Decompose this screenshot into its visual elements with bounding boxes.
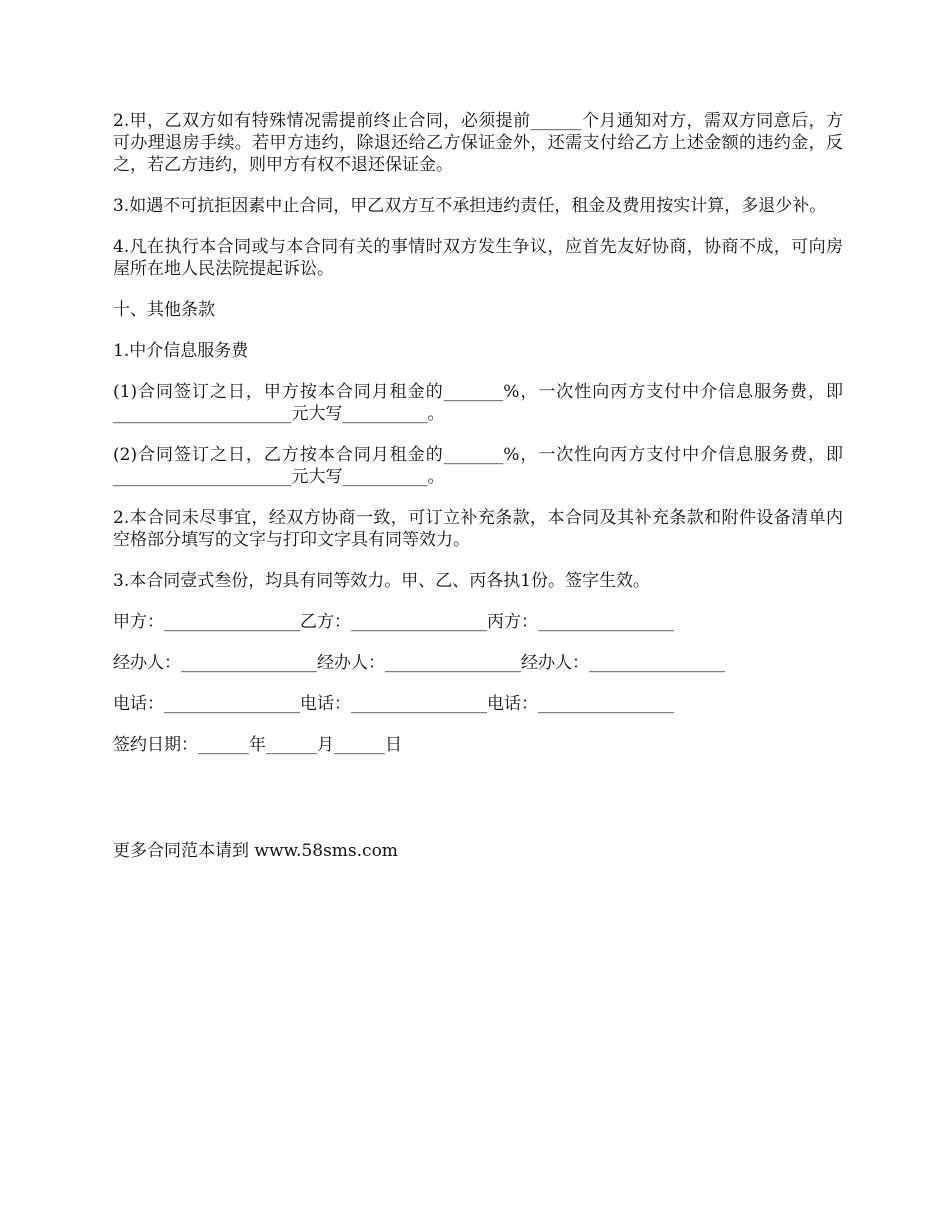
clause-early-termination: 2.甲，乙双方如有特殊情况需提前终止合同，必须提前______个月通知对方，需双方同意后，方可办理退房手续。若甲方违约，除退还给乙方保证金外，还需支付给乙方上述金额的违约金，反之，若乙方违约，则甲方有权不退还保证金。 [113, 111, 843, 175]
document-body [113, 110, 843, 775]
clause-dispute: 4.凡在执行本合同或与本合同有关的事情时双方发生争议，应首先友好协商，协商不成，可向房屋所在地人民法院提起诉讼。 [113, 237, 843, 279]
signature-parties: 甲方：________________乙方：________________丙方：________________ [113, 612, 674, 632]
subheading-agency-fee: 1.中介信息服务费 [113, 341, 249, 361]
clause-fee-party-a: (1)合同签订之日，甲方按本合同月租金的_______%，一次性向丙方支付中介信息服务费，即_____________________元大写__________。 [113, 382, 843, 424]
clause-copies: 3.本合同壹式叁份，均具有同等效力。甲、乙、丙各执1份。签字生效。 [113, 571, 651, 591]
signature-phones: 电话：________________电话：________________电话：________________ [113, 694, 674, 714]
signature-date: 签约日期：______年______月______日 [113, 735, 402, 755]
signature-agents: 经办人：________________经办人：________________经办人：________________ [113, 653, 725, 673]
clause-fee-party-b: (2)合同签订之日，乙方按本合同月租金的_______%，一次性向丙方支付中介信息服务费，即_____________________元大写__________。 [113, 445, 843, 487]
clause-supplementary: 2.本合同未尽事宜，经双方协商一致，可订立补充条款，本合同及其补充条款和附件设备清单内空格部分填写的文字与打印文字具有同等效力。 [113, 508, 843, 550]
section-heading-other-terms: 十、其他条款 [113, 300, 215, 320]
clause-force-majeure: 3.如遇不可抗拒因素中止合同，甲乙双方互不承担违约责任，租金及费用按实计算，多退少补。 [113, 196, 827, 216]
footer-more-templates: 更多合同范本请到 www.58sms.com [113, 841, 398, 861]
